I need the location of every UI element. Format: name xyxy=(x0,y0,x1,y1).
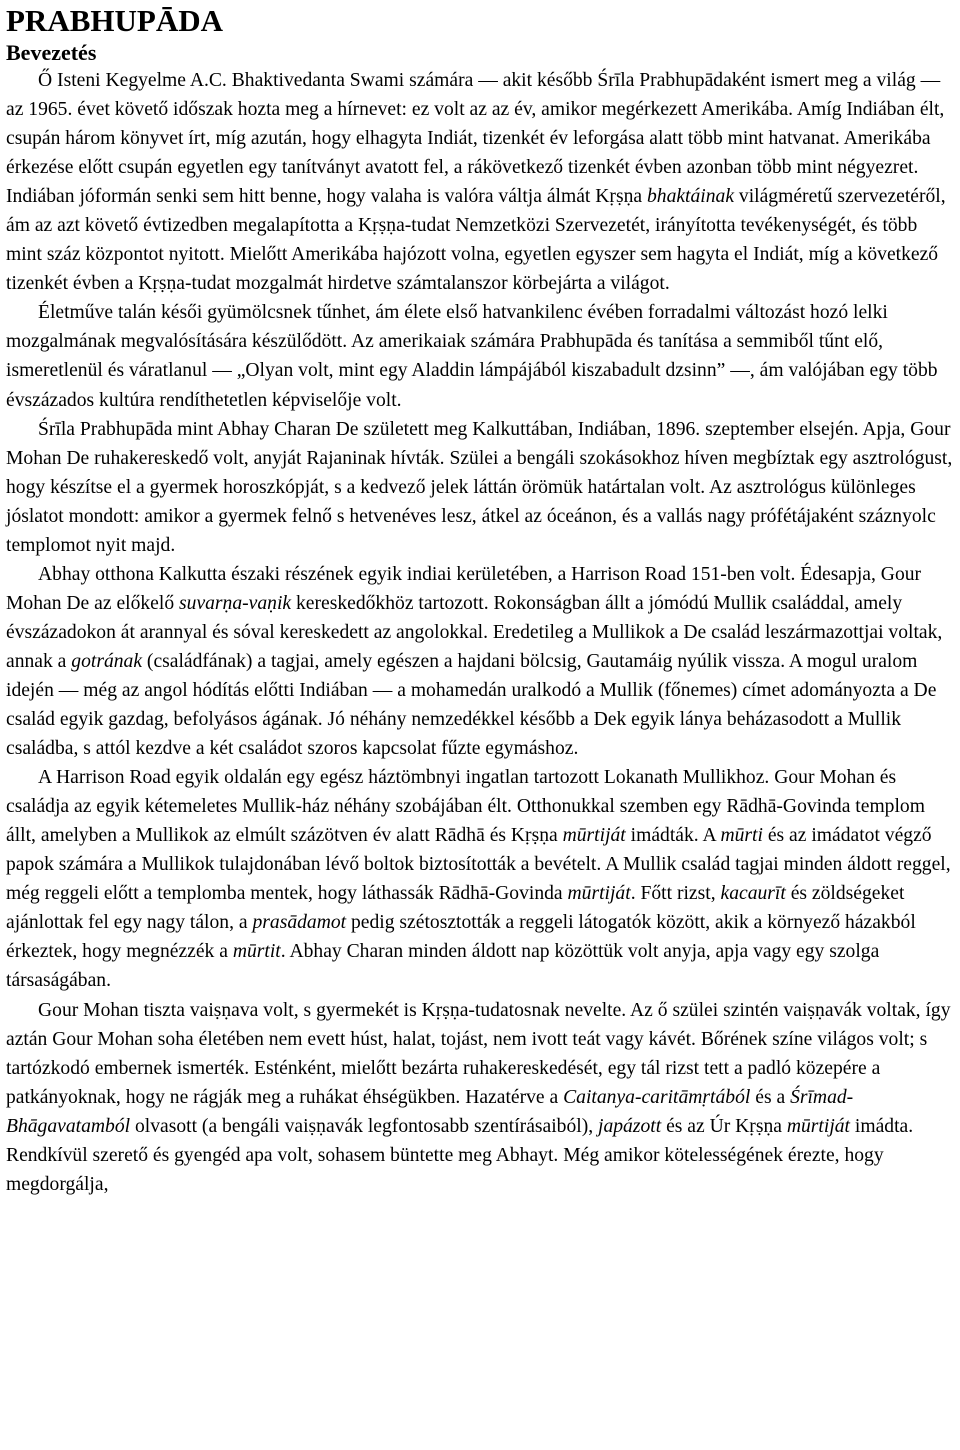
italic-term: Caitanya-caritāmṛtából xyxy=(563,1086,751,1108)
paragraph xyxy=(6,763,956,995)
document-page xyxy=(6,0,956,1199)
text-run: és a xyxy=(750,1086,791,1108)
italic-term: prasādamot xyxy=(252,912,347,934)
text-run: és az imádatot végző papok számára a Mullikok tulajdonában lévő boltok biztosították a bevételt. A Mullik család tagjai minden áldott reggel, még reggeli előtt a templomba mentek, hogy láthassák Rādhā-Govinda xyxy=(6,825,951,905)
section-heading: Bevezetés xyxy=(6,40,97,65)
text-run: Abhay otthona Kalkutta északi részének egyik indiai kerületében, a Harrison Road 151-ben volt. Édesapja, Gour Mohan De az előkelő xyxy=(6,563,922,614)
text-run: (családfának) a tagjai, amely egészen a hajdani bölcsig, Gautamáig nyúlik vissza. A mogul uralom idején — még az angol hódítás előtti Indiában — a mohamedán uralkodó a Mullik (főnemes) címet adományozta a De család egyik gazdag, befolyásos ágának. Jó néhány nemzedékkel később a Dek egyik lánya beházasodott a Mullik családba, s attól kezdve a két családot szoros kapcsolat fűzte egymáshoz. xyxy=(6,650,937,760)
paragraph xyxy=(6,66,956,298)
italic-term: mūrtiját xyxy=(567,883,631,905)
page-title: PRABHUPĀDA xyxy=(6,3,223,38)
italic-term: suvarṇa-vaṇik xyxy=(179,592,292,614)
body-text xyxy=(6,66,956,1199)
italic-term: kacaurīt xyxy=(720,883,786,905)
text-run: imádta. Rendkívül szerető és gyengéd apa volt, sohasem büntette meg Abhayt. Még amikor kötelességének érezte, hogy megdorgálja, xyxy=(6,1115,914,1195)
paragraph xyxy=(6,298,956,414)
text-run: kereskedőkhöz tartozott. Rokonságban állt a jómódú Mullik családdal, amely évszázadokon át arannyal és sóval kereskedett az angolokkal. Eredetileg a Mullikok a De család leszármazottjai voltak, annak a xyxy=(6,592,943,672)
text-run: imádták. A xyxy=(625,825,721,847)
text-run: és zöldségeket ajánlottak fel egy nagy tálon, a xyxy=(6,883,905,934)
italic-term: mūrtiját xyxy=(562,825,626,847)
text-run: pedig szétosztották a reggeli látogatók között, akik a környező házakból érkeztek, hogy megnézzék a xyxy=(6,912,916,963)
text-run: világméretű szervezetéről, ám az azt követő évtizedben megalapította a Kṛṣṇa-tudat Nemzetközi Szervezetét, irányította tevékenységét, és több mint száz központot nyitott. Mielőtt Amerikába hajózott volna, egyetlen egyszer sem hagyta el Indiát, míg a következő tizenkét évben a Kṛṣṇa-tudat mozgalmát hirdetve számtalanszor körbejárta a világot. xyxy=(6,186,946,295)
paragraph xyxy=(6,415,956,560)
paragraph xyxy=(6,996,956,1199)
italic-term: gotrának xyxy=(71,650,143,672)
italic-term: japázott xyxy=(598,1115,662,1137)
text-run: . Főtt rizst, xyxy=(630,883,721,905)
italic-term: mūrti xyxy=(720,825,763,847)
text-run: Életműve talán késői gyümölcsnek tűnhet, ám élete első hatvankilenc évében forradalmi változást hozó lelki mozgalmának megvalósítására készülődött. Az amerikaiak számára Prabhupāda és tanítása a semmiből tűnt elő, ismeretlenül és váratlanul — „Olyan volt, mint egy Aladdin lámpájából kiszabadult dzsinn” —, ám valójában egy több évszázados kultúra rendíthetetlen képviselője volt. xyxy=(6,302,938,411)
text-run: és az Úr Kṛṣṇa xyxy=(661,1115,787,1137)
text-run: Gour Mohan tiszta vaiṣṇava volt, s gyermekét is Kṛṣṇa-tudatosnak nevelte. Az ő szülei szintén vaiṣṇavák voltak, így aztán Gour Mohan soha életében nem evett húst, halat, tojást, nem ivott teát vagy kávét. Bőrének színe világos volt; s tartózkodó embernek ismerték. Esténként, mielőtt bezárta ruhakereskedését, egy tál rizst tett a padló közepére a patkányoknak, hogy ne rágják meg a ruhákat éhségükben. Hazatérve a xyxy=(6,999,951,1108)
paragraph xyxy=(6,560,956,763)
text-run: . Abhay Charan minden áldott nap közöttük volt anyja, apja vagy egy szolga társaságában. xyxy=(6,941,880,992)
italic-term: Śrīmad-Bhāgavatamból xyxy=(6,1086,854,1137)
text-run: A Harrison Road egyik oldalán egy egész háztömbnyi ingatlan tartozott Lokanath Mullikhoz. Gour Mohan és családja az egyik kétemeletes Mullik-ház néhány szobájában élt. Otthonukkal szemben egy Rādhā-Govinda templom állt, amelyben a Mullikok az elmúlt százötven év alatt Rādhā és Kṛṣṇa xyxy=(6,767,925,847)
italic-term: mūrtit xyxy=(232,941,281,963)
text-run: Ő Isteni Kegyelme A.C. Bhaktivedanta Swami számára — akit később Śrīla Prabhupādaként ismert meg a világ — az 1965. évet követő időszak hozta meg a hírnevet: ez volt az az év, amikor megérkezett Amerikába. Amíg Indiában élt, csupán három könyvet írt, míg azután, hogy elhagyta Indiát, tizenkét év leforgása alatt több mint hatvanat. Amerikába érkezése előtt csupán egyetlen egy tanítványt avatott fel, a rákövetkező tizenkét évben azonban több mint négyezret. Indiában jóformán senki sem hitt benne, hogy valaha is valóra váltja álmát Kṛṣṇa xyxy=(6,70,945,208)
text-run: olvasott (a bengáli vaiṣṇavák legfontosabb szentírásaiból), xyxy=(130,1115,599,1137)
text-run: Śrīla Prabhupāda mint Abhay Charan De született meg Kalkuttában, Indiában, 1896. szeptember elsején. Apja, Gour Mohan De ruhakereskedő volt, anyját Rajaninak hívták. Szülei a bengáli szokásokhoz híven megbíztak egy asztrológust, hogy készítse el a gyermek horoszkópját, s a kedvező jelek láttán örömük határtalan volt. Az asztrológus különleges jóslatot mondott: amikor a gyermek felnő s hetvenéves lesz, átkel az óceánon, és a vallás nagy prófétájaként száznyolc templomot nyit majd. xyxy=(6,418,953,556)
italic-term: mūrtiját xyxy=(786,1115,851,1137)
italic-term: bhaktáinak xyxy=(646,186,735,208)
